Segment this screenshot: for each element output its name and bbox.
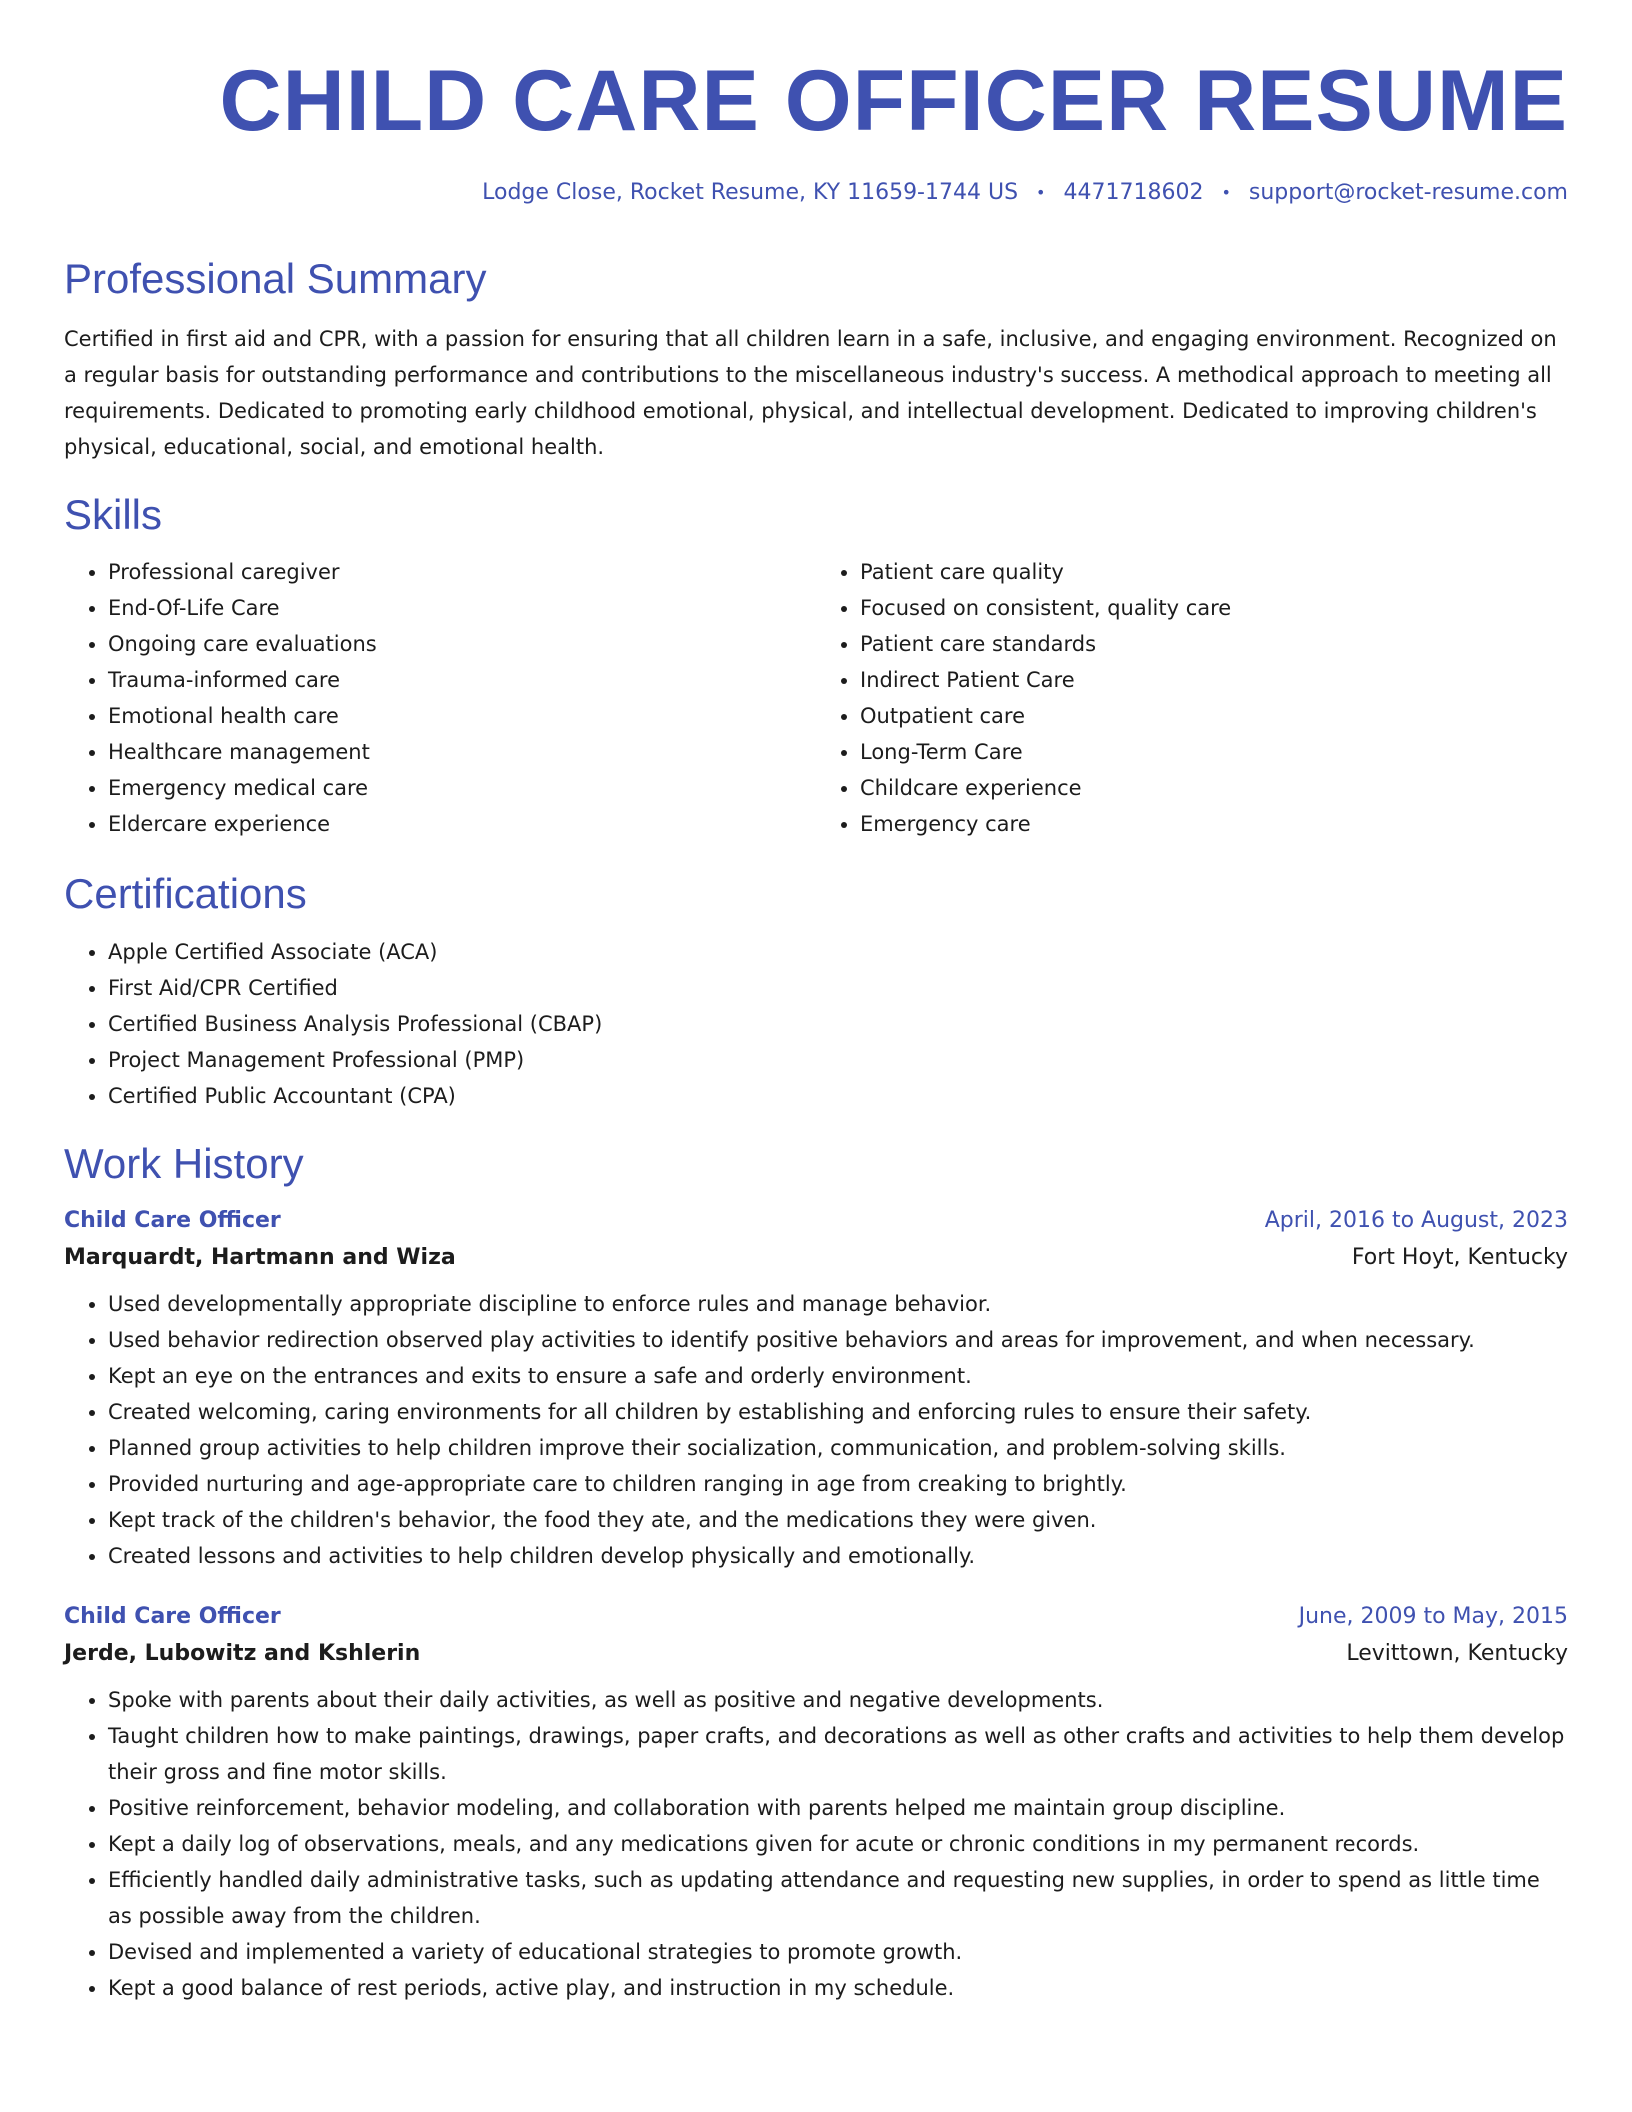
certification-item: • Project Management Professional (PMP) [108,1042,1568,1078]
job-bullets [64,1682,1568,2006]
job-bullet: • Kept a daily log of observations, meals, and any medications given for acute or chronic conditions in my permanent records. [108,1826,1568,1862]
job-bullet: • Kept a good balance of rest periods, active play, and instruction in my schedule. [108,1970,1568,2006]
job-bullet: • Devised and implemented a variety of educational strategies to promote growth. [108,1934,1568,1970]
skill-item: • End-Of-Life Care [108,590,816,626]
work-history-heading: Work History [64,1139,304,1187]
certification-item: • Certified Business Analysis Professional (CBAP) [108,1006,1568,1042]
skill-item: • Ongoing care evaluations [108,626,816,662]
skill-item: • Outpatient care [860,698,1568,734]
job-company-row [64,1641,1568,1666]
skill-item: • Trauma-informed care [108,662,816,698]
job-location: Levittown, Kentucky [1346,1641,1568,1667]
resume-header [64,0,1568,205]
summary-text: Certified in first aid and CPR, with a passion for ensuring that all children learn in a safe, inclusive, and engaging environment. Recognized on a regular basis for outstanding performance and contributions to the miscellaneous industry's success. A methodical approach to meeting all requirements. Dedicated to promoting early childhood emotional, physical, and intellectual development. Dedicated to improving children's physical, educational, social, and emotional health. [64,327,1557,460]
job-bullet: • Used developmentally appropriate discipline to enforce rules and manage behavior. [108,1286,1568,1322]
skill-item: • Patient care standards [860,626,1568,662]
job-bullet: • Taught children how to make paintings, drawings, paper crafts, and decorations as well as other crafts and activities to help them develop their gross and fine motor skills. [108,1718,1568,1790]
contact-line [64,180,1568,205]
job-bullet: • Planned group activities to help children improve their socialization, communication, and problem-solving skills. [108,1430,1568,1466]
contact-email[interactable]: support@rocket-resume.com [1248,180,1568,205]
skill-item: • Indirect Patient Care [860,662,1568,698]
certification-item: • Certified Public Accountant (CPA) [108,1078,1568,1114]
skill-item: • Patient care quality [860,554,1568,590]
skill-item: • Long-Term Care [860,734,1568,770]
job-dates: June, 2009 to May, 2015 [1298,1604,1568,1630]
job-bullet: • Created welcoming, caring environments for all children by establishing and enforcing rules to ensure their safety. [108,1394,1568,1430]
job-entry [64,1208,1568,1574]
certifications-heading: Certifications [64,869,307,917]
job-bullet: • Kept an eye on the entrances and exits to ensure a safe and orderly environment. [108,1358,1568,1394]
separator-dot: • [1221,183,1231,202]
job-bullet: • Used behavior redirection observed play activities to identify positive behaviors and areas for improvement, and when necessary. [108,1322,1568,1358]
skill-item: • Emergency care [860,806,1568,842]
certifications-list [64,934,1568,1114]
job-header-row [64,1208,1568,1233]
job-title: Child Care Officer [64,1208,281,1234]
job-bullet: • Kept track of the children's behavior, the food they ate, and the medications they were given. [108,1502,1568,1538]
skill-item: • Healthcare management [108,734,816,770]
certification-item: • Apple Certified Associate (ACA) [108,934,1568,970]
skill-item: • Eldercare experience [108,806,816,842]
job-company: Jerde, Lubowitz and Kshlerin [64,1641,421,1667]
separator-dot: • [1036,183,1046,202]
skill-item: • Emergency medical care [108,770,816,806]
skills-heading: Skills [64,491,163,539]
skill-item: • Focused on consistent, quality care [860,590,1568,626]
job-company: Marquardt, Hartmann and Wiza [64,1245,456,1271]
job-location: Fort Hoyt, Kentucky [1351,1245,1568,1271]
contact-phone: 4471718602 [1063,180,1204,205]
resume-title: CHILD CARE OFFICER RESUME [219,53,1568,149]
job-bullets [64,1286,1568,1574]
skills-list-left [64,554,816,842]
job-entry [64,1604,1568,2006]
job-bullet: • Created lessons and activities to help children develop physically and emotionally. [108,1538,1568,1574]
job-bullet: • Efficiently handled daily administrative tasks, such as updating attendance and requesting new supplies, in order to spend as little time as possible away from the children. [108,1862,1568,1934]
job-bullet: • Positive reinforcement, behavior modeling, and collaboration with parents helped me maintain group discipline. [108,1790,1568,1826]
skill-item: • Childcare experience [860,770,1568,806]
summary-heading: Professional Summary [64,255,487,302]
contact-address: Lodge Close, Rocket Resume, KY 11659-1744 US [482,180,1019,205]
job-bullet: • Provided nurturing and age-appropriate care to children ranging in age from creaking to brightly. [108,1466,1568,1502]
skill-item: • Professional caregiver [108,554,816,590]
job-company-row [64,1245,1568,1270]
certification-item: • First Aid/CPR Certified [108,970,1568,1006]
job-header-row [64,1604,1568,1629]
skills-grid [64,554,1568,842]
job-bullet: • Spoke with parents about their daily activities, as well as positive and negative developments. [108,1682,1568,1718]
skills-list-right [816,554,1568,842]
skill-item: • Emotional health care [108,698,816,734]
job-dates: April, 2016 to August, 2023 [1264,1208,1568,1234]
job-title: Child Care Officer [64,1604,281,1630]
